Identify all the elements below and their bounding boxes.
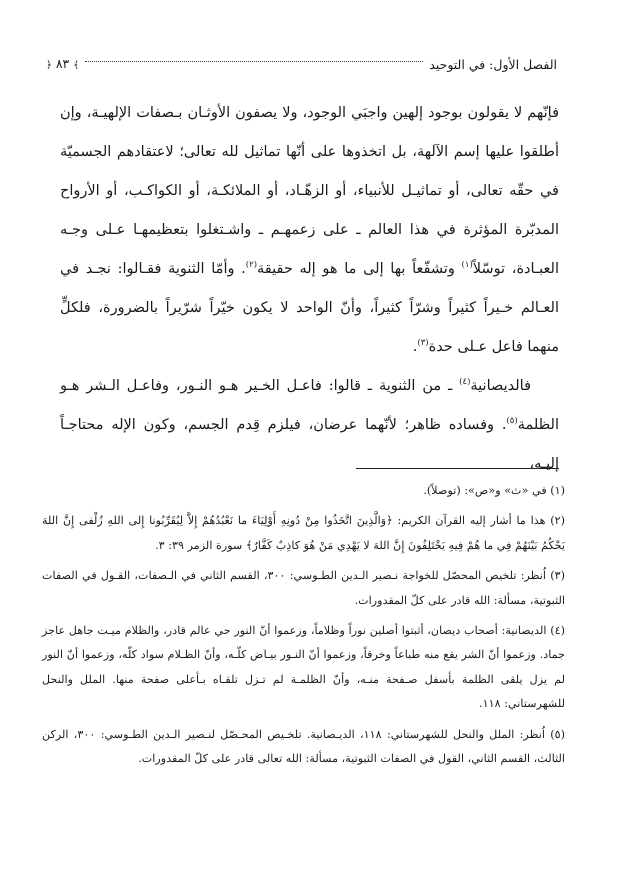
chapter-title: الفصل الأول: في التوحيد (429, 57, 557, 72)
ornament-left: ﴿ (46, 60, 52, 71)
footnote-5 (42, 723, 565, 772)
ornament-right: ﴾ (73, 60, 80, 71)
paragraph-text: . وفساده ظاهر؛ لأنّهما عرضان، فيلزم قِدم الجسم، وكون الإله محتاجـاً إليـه، (60, 417, 559, 472)
footnote-separator (356, 468, 559, 469)
running-header (46, 54, 557, 76)
main-text (60, 94, 559, 484)
footnote-text: في «ث» و«ص»: (توصلاً). (423, 484, 547, 497)
paragraph-text: فإنّهم لا يقولون بوجود إلهين واجبَي الوجود، ولا يصفون الأوثـان بـصفات الإلهيـة، وإن أطلقوا عليها إسم الآلهة، بل اتخذوها على أنّها تماثيل لله تعالى؛ لاعتقادهم الجسميّة في حقّه تعالى، أو تماثيـل للأنبياء، أو الزهّـاد، أو الملائكـة، أو الكواكـب، أو الأرواح المدبّرة المؤثرة في هذا العالم ـ على زعمهـم ـ واشـتغلوا بتعظيمهـا عـلى وجـه العبـادة، توسّلاً (60, 105, 559, 277)
paragraph-text: وتشفّعاً بها إلى ما هو إله حقيقة (257, 261, 462, 277)
footnote-ref-4[interactable]: (٤) (459, 377, 471, 388)
footnote-2 (42, 509, 565, 558)
footnote-number: (٤) (550, 624, 565, 638)
footnote-1 (42, 479, 565, 503)
footnote-text: هذا ما أشار إليه القرآن الكريم: ﴿وَالَّذِينَ اتَّخَذُوا مِنْ دُونِهِ أَوْلِيَاءَ ما نَعْبُدُهُمْ إِلاَّ لِيُقَرِّبُونا إِلى اللهِ زُلْفى إِنَّ اللهَ يَحْكُمُ بَيْنَهُمْ فِي ما هُمْ فِيهِ يَخْتَلِفُونَ إِنَّ اللهَ لا يَهْدِي مَنْ هُوَ كاذِبٌ كَفَّارٌ﴾ سورة الزمر ٣٩: ٣. (42, 514, 565, 552)
page-number-box (46, 53, 79, 77)
paragraph (60, 367, 559, 484)
footnote-text: اُنظر: الملل والنحل للشهرستاني: ١١٨، الديـصانية. تلخـيص المحـصّل لنـصير الـدين الطـوسي: ٣٠٠، الركن الثالث، القسم الثاني، القول في الصفات الثبوتية، مسألة: الله تعالى قادر على كلّ المقدورات. (42, 727, 565, 766)
paragraph-text: ـ من الثنوية ـ قالوا: فاعـل الخـير هـو النـور، وفاعـل الـشر هـو الظلمة (60, 378, 559, 433)
footnote-number: (٣) (550, 569, 566, 583)
footnote-number: (٢) (550, 514, 565, 528)
footnote-number: (٥) (550, 727, 566, 741)
page-number: ٨٣ (55, 56, 70, 71)
footnote-ref-3[interactable]: (٣) (417, 338, 429, 349)
footnote-text: الديصانية: أصحاب ديصان، أثبتوا أصلين نوراً وظلاماً، وزعموا أنّ النور حي عالم قادر، والظلام ميـت جاهل عاجز جماد. وزعموا أنّ الشر يقع منه طباعاً وخرقاً، وزعموا أنّ النـور بيـاض كلّـه، وأنّ الظـلام سواد كلّه، وزعموا أنّ النور لم يزل يلقى الظلمة بأسفل صـفحة منـه، وأنّ الظلمـة لم تـزل تلقـاه بـأعلى صفحة منها. الملل والنحل للشهرستاني: ١١٨. (42, 624, 565, 711)
footnote-4 (42, 619, 565, 717)
footnote-ref-1[interactable]: (١) (461, 260, 473, 271)
footnote-3 (42, 564, 565, 613)
footnotes (42, 479, 565, 777)
paragraph-text: . وأمّا الثنوية فقـالوا: نجـد في العـالم خـيراً كثيراً وشرّاً كثيراً، وأنّ الواحد لا يكون خيّراً شرّيراً بالضرورة، فلكلٍّ منهما فاعل عـلى حدة (60, 261, 559, 355)
footnote-ref-5[interactable]: (٥) (506, 416, 518, 427)
header-dot-leader (85, 61, 423, 62)
paragraph-text: . (412, 339, 418, 355)
paragraph-text: فالديصانية (470, 378, 531, 394)
footnote-number: (١) (550, 484, 565, 497)
footnote-text: اُنظر: تلخيص المحصّل للخواجة نـصير الـدين الطـوسي: ٣٠٠، القسم الثاني في الـصفات، القـول في الصفات الثبوتية، مسألة: الله قادر على كلّ المقدورات. (42, 569, 565, 607)
paragraph (60, 94, 559, 367)
footnote-ref-2[interactable]: (٢) (245, 260, 258, 271)
